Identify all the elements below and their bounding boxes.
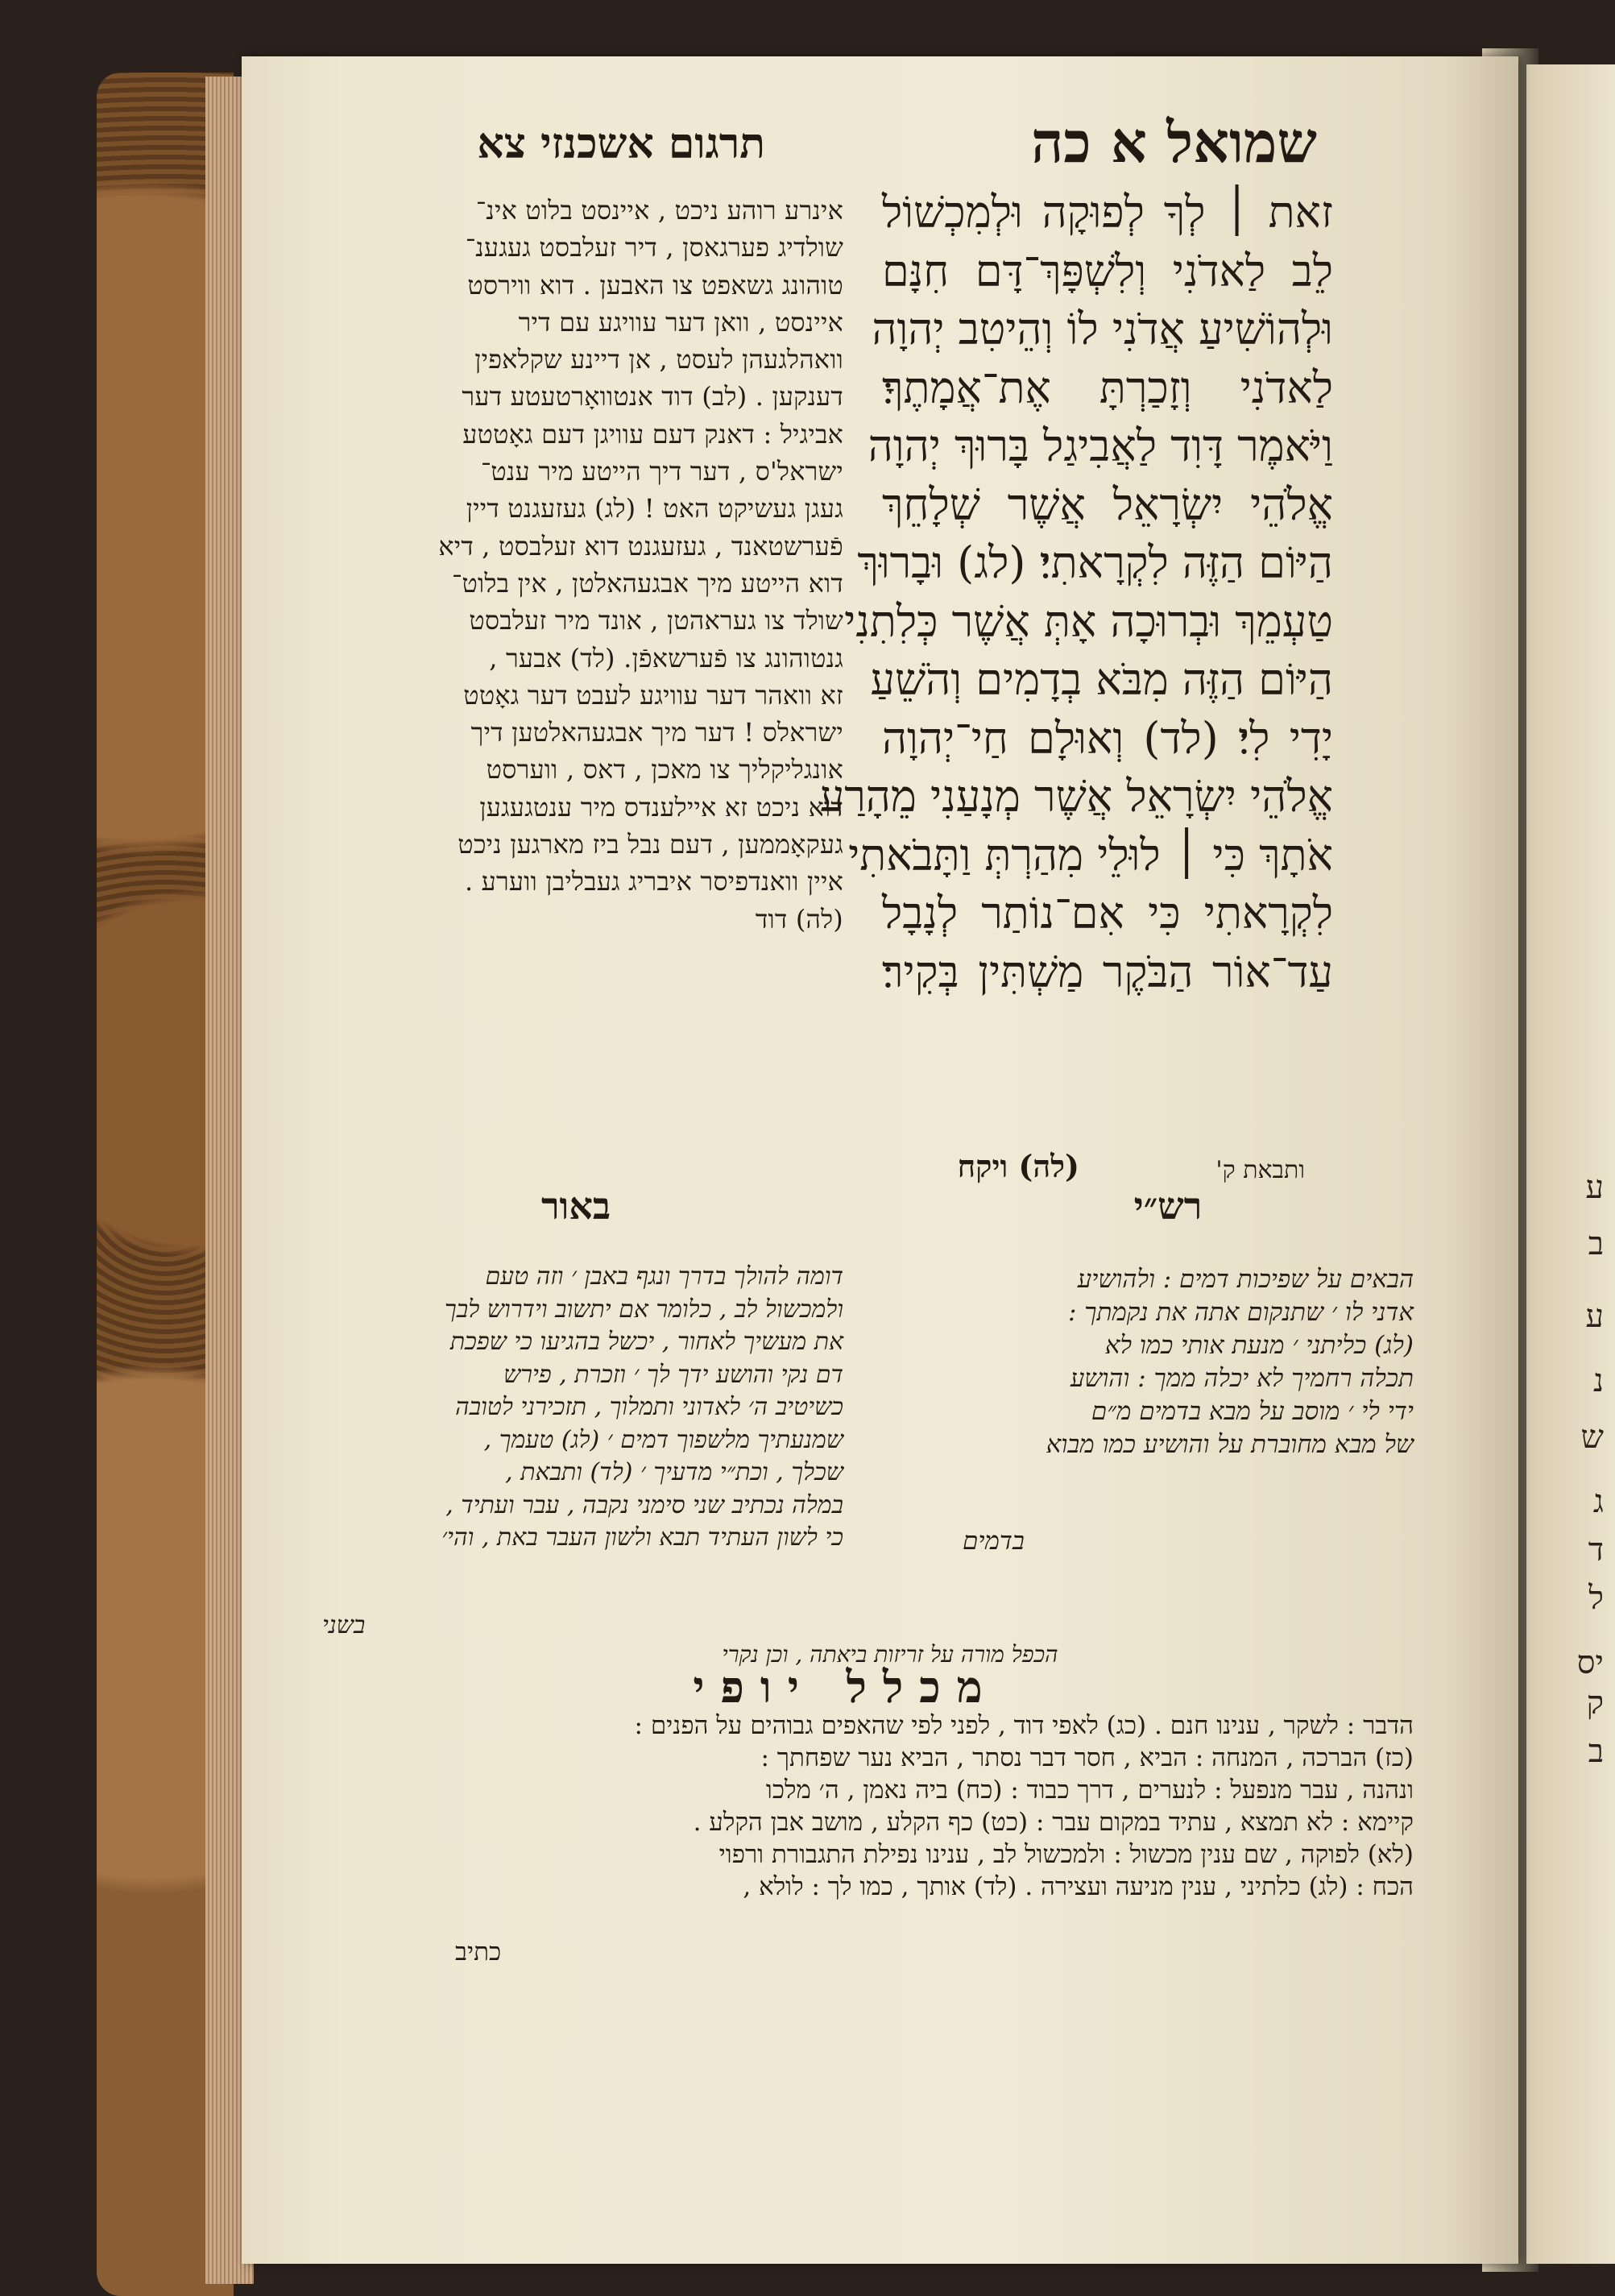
page-header-hebrew: שמואל א כה: [1031, 109, 1317, 176]
facing-page-fragment: ע: [1585, 1169, 1604, 1206]
rashi-line: ידי לי ׳ מוסב על מבא בדמים מ״ם: [1091, 1397, 1414, 1426]
hebrew-text-column: [819, 184, 1333, 1001]
targum-line: (לה) דוד: [755, 903, 843, 935]
rashi-last-line: בדמים: [963, 1527, 1025, 1556]
rashi-line: תכלה רחמיך לא יכלה ממך : והושע: [1070, 1364, 1414, 1393]
targum-line: שולדיג פערגאסן , דיר זעלבסט געגענ־: [465, 232, 843, 263]
rashi-line: (לג) כליתני ׳ מנעת אותי כמו לא: [1104, 1331, 1414, 1360]
catchword: (לה) ויקח: [957, 1148, 1079, 1184]
kri-note: ותבאת ק': [1215, 1156, 1305, 1184]
targum-line: איין וואנדפיסר איבריג געבליבן ווערע .: [464, 866, 843, 897]
facing-page-fragment: ע: [1585, 1298, 1604, 1335]
targum-column: [316, 192, 843, 938]
hebrew-verse-line: זאת ׀ לְךָ לְפוּקָה וּלְמִכְשׁוֹל: [882, 187, 1333, 238]
targum-line: געקאָממען , דעם נבל ביז מארגען ניכט: [458, 829, 843, 860]
rashi-column: [882, 1263, 1414, 1461]
facing-page-fragment: ש: [1580, 1419, 1604, 1456]
targum-line: טוהונג גשאפט צו האבען . דוא ווירסט: [467, 269, 843, 300]
biur-title: באור: [540, 1184, 611, 1228]
targum-line: שולד צו געראהטן , אונד מיר זעלבסט: [469, 605, 843, 636]
hebrew-verse-line: אֹתָךְ כִּי ׀ לוּלֵי מִהַרְתְּ וַתָּבֹאתִי: [848, 829, 1333, 881]
targum-line: ישראל'ס , דער דיך הייטע מיר ענט־: [480, 456, 843, 487]
rashi-line: של מבא מחוברת על והושיע כמו מבוא: [1046, 1430, 1414, 1459]
targum-line: זא וואהר דער עוויגע לעבט דער גאָטט: [463, 679, 843, 711]
targum-line: אביגיל : דאנק דעם עוויגן דעם גאָטטע: [462, 418, 843, 450]
facing-page-edge: [1526, 64, 1615, 2264]
rashi-line: אדני לו ׳ שתנקום אתה את נקמתך :: [1068, 1298, 1414, 1327]
biur-line: דומה להולך בדרך ונגף באבן ׳ וזה טעם: [485, 1262, 843, 1291]
targum-line: אונגליקליך צו מאכן , דאס , ווערסט: [486, 754, 843, 785]
hebrew-verse-line: הַיּוֹם הַזֶּה מִבֹּא בְדָמִים וְהֹשֵׁעַ: [870, 654, 1333, 705]
rashi-title: רש״י: [1133, 1184, 1203, 1228]
biur-catchword: בשני: [322, 1611, 366, 1639]
hebrew-verse-line: הַיּוֹם הַזֶּה לִקְרָאתִי׃ (לג) וּבָרוּךְ: [857, 537, 1333, 588]
biur-line: ולמכשול לב , כלומר אם יתשוב וידרוש לבך: [445, 1295, 843, 1324]
facing-page-fragment: ב: [1588, 1225, 1604, 1262]
targum-line: איינסט , וואן דער עוויגע עם דיר: [518, 306, 843, 338]
michlol-yofi-column: [318, 1710, 1414, 1903]
targum-line: ישראלס ! דער מיך אבגעהאלטען דיך: [470, 717, 843, 748]
hebrew-verse-line: וַיֹּאמֶר דָּוִד לַאֲבִיגַל בָּרוּךְ יְהוָה: [868, 421, 1333, 471]
biur-line: דם נקי והושע ידך לך ׳ וזכרת , פירש: [503, 1360, 843, 1389]
hebrew-verse-line: לֵב לַאדֹנִי וְלִשְׁפָּךְ־דָּם חִנָּם: [882, 245, 1333, 296]
michlol-yofi-title: מכלל יופי: [693, 1661, 999, 1713]
biur-tail-line: הכפל מורה על זריזות ביאתה , וכן נקרי: [722, 1641, 1058, 1668]
michlol-line: הכח : (לג) כלתיני , ענין מניעה ועצירה . (לד) אותך , כמו לך : לולא ,: [743, 1872, 1414, 1901]
biur-line: שכלך , וכת״י מדעיך ׳ (לד) ותבאת ,: [505, 1458, 843, 1486]
facing-page-fragment: ג: [1592, 1483, 1604, 1520]
targum-line: דוא הייטע מיך אבגעהאלטן , אין בלוט־: [452, 567, 843, 599]
hebrew-verse-line: אֱלֹהֵי יִשְׂרָאֵל אֲשֶׁר שְׁלָחֵךְ: [882, 479, 1333, 530]
targum-line: דענקען . (לב) דוד אנטוואָרטעטע דער: [462, 381, 843, 412]
hebrew-verse-line: לִקְרָאתִי כִּי אִם־נוֹתַר לְנָבָל: [882, 888, 1333, 939]
facing-page-fragment: נ: [1592, 1362, 1604, 1399]
hebrew-verse-line: לַאדֹנִי וְזָכַרְתָּ אֶת־אֲמָתֶךָ׃: [882, 362, 1333, 413]
michlol-line: ונהנה , עבר מנפעל : לנערים , דרך כבוד : (כח) ביה נאמן , ה׳ מלכו: [765, 1776, 1414, 1805]
biur-line: במלה נכתיב שני סימני נקבה , עבר ועתיד ,: [445, 1490, 843, 1519]
facing-page-fragment: ל: [1588, 1580, 1604, 1617]
hebrew-verse-line: וּלְהוֹשִׁיעַ אֲדֹנִי לוֹ וְהֵיטִב יְהוָה: [872, 304, 1333, 354]
targum-line: דוא ניכט זא איילענדס מיר ענטגעגען: [479, 791, 843, 823]
rashi-line: הבאים על שפיכות דמים : ולהושיע: [1077, 1265, 1414, 1294]
michlol-line: (כז) הברכה , המנחה : הביא , חסר דבר נסתר , הביא נער שפחתך :: [760, 1743, 1414, 1772]
biur-line: כי לשון העתיד תבא ולשון העבר באת , והי׳: [441, 1523, 843, 1552]
facing-page-fragment: ק: [1586, 1685, 1604, 1722]
hebrew-verse-line: טַעְמֵךְ וּבְרוּכָה אָתְּ אֲשֶׁר כְּלִתִנִי: [844, 595, 1333, 647]
michlol-last-line: כתיב: [455, 1938, 502, 1967]
biur-line: את מעשיך לאחור , יכשל בהגיעו כי שפכת: [449, 1328, 843, 1356]
facing-page-fragment: יס: [1576, 1644, 1604, 1681]
biur-line: כשיטיב ה׳ לאדוני ותמלוך , תזכירני לטובה: [455, 1393, 843, 1421]
page-header-targum: תרגום אשכנזי צא: [477, 119, 765, 168]
facing-page-fragment: ב: [1588, 1733, 1604, 1770]
hebrew-verse-line: עַד־אוֹר הַבֹּקֶר מַשְׁתִּין בְּקִיר׃: [882, 946, 1333, 997]
michlol-line: הדבר : לשקר , ענינו חנם . (כג) לאפי דוד , לפני לפי שהאפים גבוהים על הפנים :: [634, 1711, 1414, 1740]
facing-page-fragment: ד: [1588, 1531, 1604, 1569]
hebrew-verse-line: אֱלֹהֵי יִשְׂרָאֵל אֲשֶׁר מְנָעַנִי מֵהָרַע: [819, 771, 1333, 822]
biur-line: שמנעתיך מלשפוך דמים ׳ (לג) טעמך ,: [483, 1425, 843, 1454]
targum-line: וואהלגעהן לעסט , אן דיינע שקלאפין: [474, 344, 843, 375]
hebrew-verse-line: יָדִי לִי׃ (לד) וְאוּלָם חַי־יְהוָה: [882, 712, 1333, 764]
michlol-line: קיימא : לא תמצא , עתיד במקום עבר : (כט) כף הקלע , מושב אבן הקלע .: [693, 1808, 1414, 1837]
biur-column: [318, 1261, 843, 1555]
targum-line: גנטוהונג צו פֿערשאפֿן. (לד) אבער ,: [489, 642, 843, 673]
michlol-line: (לא) לפוקה , שם ענין מכשול : ולמכשול לב , ענינו נפילת התגבורת ורפוי: [718, 1840, 1414, 1869]
targum-line: אינרע רוהע ניכט , איינסט בלוט אינ־: [475, 195, 843, 226]
targum-line: פֿערשטאנד , געזעגנט דוא זעלבסט , דיא: [438, 530, 843, 562]
targum-line: געגן געשיקט האט ! (לג) געזעגנט דיין: [466, 493, 843, 524]
